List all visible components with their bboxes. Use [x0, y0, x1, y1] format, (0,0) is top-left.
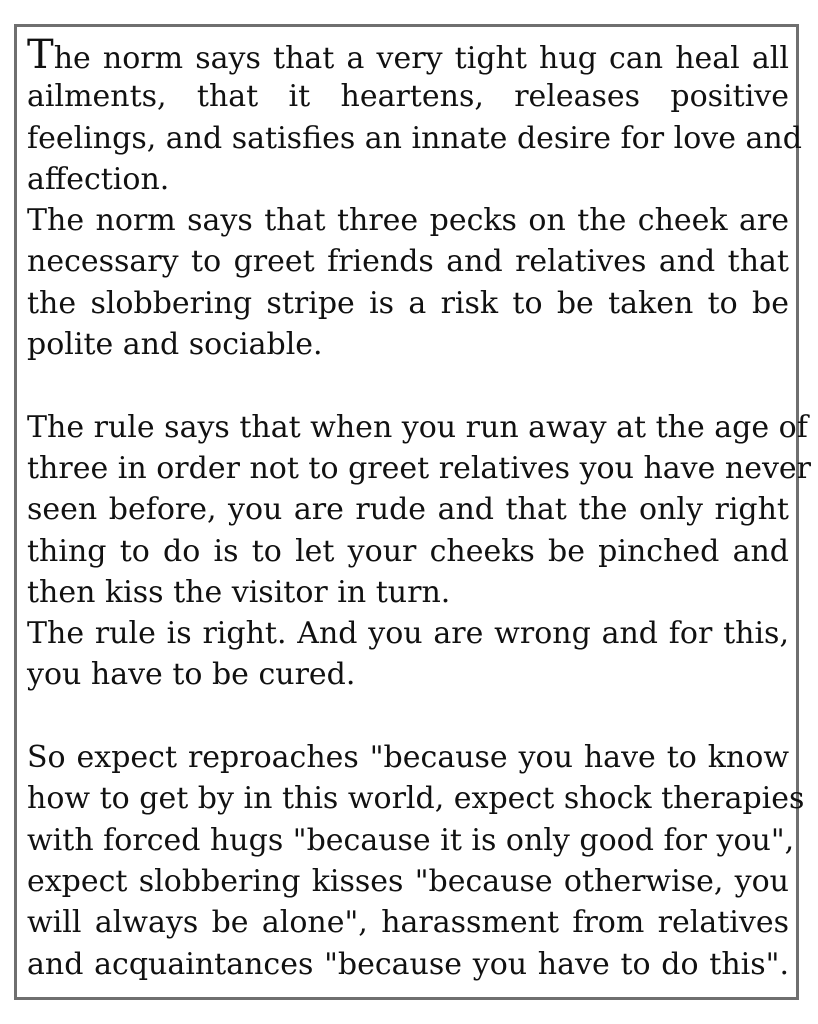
text-line: The norm says that three pecks on the cheek are	[27, 203, 789, 239]
text-line: ailments, that it heartens, releases positive	[27, 79, 789, 115]
text-frame	[14, 24, 812, 1000]
text-block	[27, 32, 812, 985]
text-line: necessary to greet friends and relatives and that	[27, 244, 789, 280]
text-line: three in order not to greet relatives you have never	[27, 450, 812, 486]
text-line: with forced hugs "because it is only good for you",	[27, 822, 795, 858]
text-line: seen before, you are rude and that the only right	[27, 492, 789, 528]
text-line: expect slobbering kisses "because otherwise, you	[27, 863, 789, 899]
text-line: The rule is right. And you are wrong and for this,	[27, 616, 789, 652]
text-line: affection.	[27, 161, 170, 197]
paragraph-gap	[27, 365, 789, 406]
text-line: you have to be cured.	[27, 657, 356, 693]
text-line: So expect reproaches "because you have to know	[27, 740, 789, 776]
text-line: how to get by in this world, expect shock therapies	[27, 781, 805, 817]
text-line: feelings, and satisfies an innate desire for love and	[27, 120, 802, 156]
initial-letter: T	[27, 32, 54, 78]
text-line: will always be alone", harassment from relatives	[27, 905, 789, 941]
text-line: the slobbering stripe is a risk to be taken to be	[27, 285, 789, 321]
text-line: The norm says that a very tight hug can heal all	[27, 32, 789, 78]
text-line: and acquaintances "because you have to do this".	[27, 946, 789, 982]
text-line: The rule says that when you run away at the age of	[27, 409, 808, 445]
text-line: thing to do is to let your cheeks be pinched and	[27, 533, 789, 569]
paragraph-gap	[27, 696, 789, 737]
text-line: polite and sociable.	[27, 327, 323, 363]
text-line: then kiss the visitor in turn.	[27, 574, 451, 610]
